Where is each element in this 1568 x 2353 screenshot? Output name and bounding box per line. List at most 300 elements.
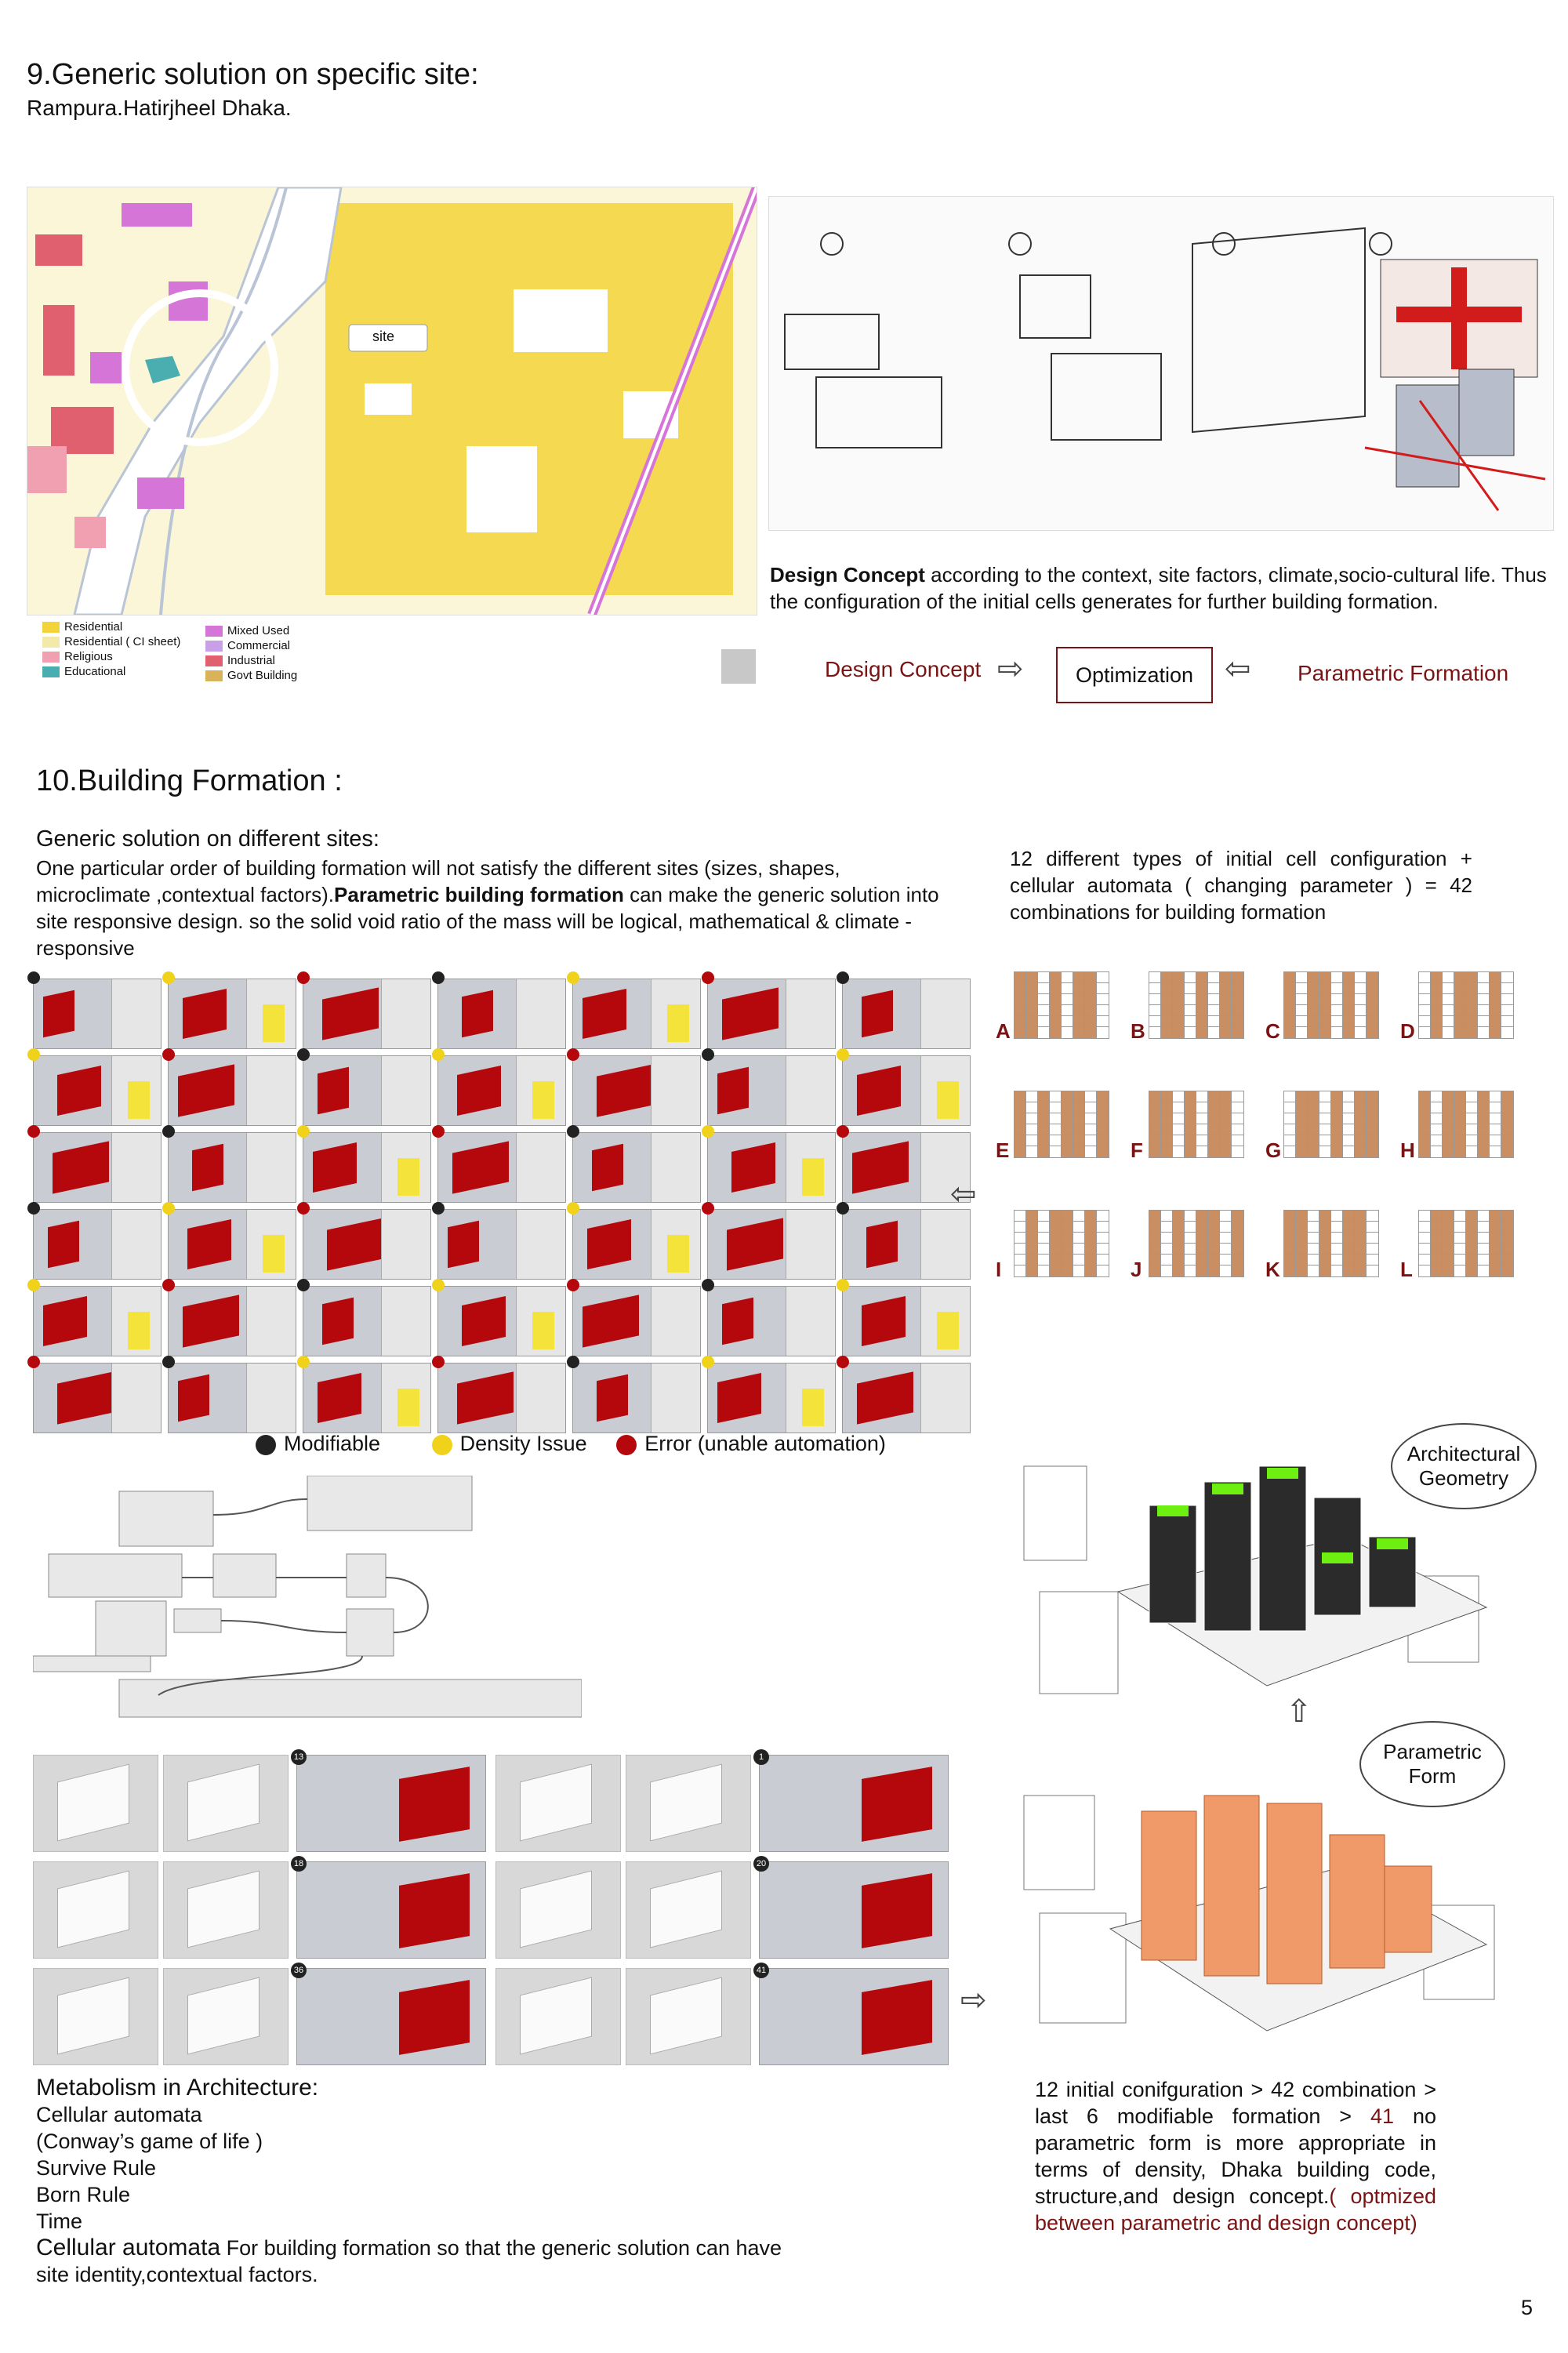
cell [1431,1146,1443,1157]
cell [1073,1211,1085,1222]
status-marker-icon [162,1202,175,1215]
cell [1161,972,1173,983]
legend-swatch [205,641,223,652]
status-marker-icon [702,1202,714,1215]
metabolism-line: Time [36,2210,82,2233]
cell-grid-label: H [1400,1138,1415,1162]
cell [1050,1102,1062,1113]
cell [1196,1211,1208,1222]
cell [1208,1005,1220,1016]
concept-sketches [768,196,1554,531]
cell [1443,983,1454,994]
cell [1466,1027,1478,1038]
cell [1014,1222,1026,1233]
formation-thumbnail [842,1055,971,1126]
cell [1443,994,1454,1005]
mass-shape [183,1295,239,1347]
formation-thumbnail [437,1286,566,1356]
cell [1038,983,1050,994]
cell [1490,972,1501,983]
mass-shape [183,989,227,1039]
cell [1232,1146,1243,1157]
cell [1232,1005,1243,1016]
status-marker-icon [567,1356,579,1368]
density-bar [667,1235,689,1273]
cell [1014,972,1026,983]
mass-shape [399,1767,470,1842]
cell [1220,1091,1232,1102]
cell [1296,1016,1308,1027]
status-marker-icon [27,1125,40,1138]
cell [1355,1113,1367,1124]
cell [1026,1102,1038,1113]
status-marker-icon [567,971,579,984]
cell [1161,1005,1173,1016]
cell [1161,1102,1173,1113]
cell [1331,983,1343,994]
cell [1490,1146,1501,1157]
cell [1185,972,1196,983]
cell [1161,1255,1173,1265]
cell [1062,1146,1073,1157]
legend-item-residential: Residential [42,619,223,634]
status-marker-icon [702,971,714,984]
cell [1173,1016,1185,1027]
cell [1319,1124,1331,1135]
status-marker-icon [432,1048,445,1061]
cell [1196,1135,1208,1146]
cell [1050,1222,1062,1233]
cell [1038,1222,1050,1233]
cell [1026,1005,1038,1016]
cell-grid-label: B [1131,1019,1145,1043]
cell [1319,1005,1331,1016]
cell [1014,1005,1026,1016]
density-bar [667,1004,689,1042]
cell [1097,1233,1109,1244]
density-bar [802,1158,824,1196]
cell [1490,1027,1501,1038]
cell [1097,1146,1109,1157]
cell [1443,1211,1454,1222]
cell [1220,1113,1232,1124]
cell [1196,1027,1208,1038]
formation-thumbnail [842,979,971,1049]
legend-error: Error (unable automation) [616,1432,886,1455]
cell [1331,1255,1343,1265]
cell [1490,1222,1501,1233]
cell [1443,1027,1454,1038]
cell [1026,983,1038,994]
legend-swatch [42,652,60,663]
metabolism-line: (Conway’s game of life ) [36,2130,263,2153]
flow-optimization-box: Optimization [1056,647,1213,703]
legend-item-religious: Religious [42,649,223,664]
white-mass [187,1764,260,1842]
section10-title: 10.Building Formation : [36,764,343,797]
cell [1196,1146,1208,1157]
formation-thumbnail [437,979,566,1049]
formation-thumbnail [572,1209,701,1280]
cell [1073,1124,1085,1135]
mass-shape [43,1296,87,1346]
arrow-right-icon: ⇨ [960,1983,987,2017]
cell [1296,1265,1308,1276]
cell [1208,1146,1220,1157]
cell [1296,1211,1308,1222]
mass-shape [53,1141,109,1193]
cell [1097,1222,1109,1233]
cell [1296,994,1308,1005]
mass-shape [322,987,379,1040]
status-marker-icon [837,1202,849,1215]
cell [1073,1135,1085,1146]
massing-render [33,1861,158,1959]
cell [1038,1027,1050,1038]
cell [1319,1146,1331,1157]
legend-item-educational: Educational [42,664,223,679]
white-mass [57,1977,129,2055]
cell [1466,1211,1478,1222]
massing-render [163,1755,289,1852]
cell [1443,1113,1454,1124]
cell [1431,1124,1443,1135]
white-mass [650,1977,722,2055]
cell [1478,1244,1490,1255]
cell [1149,1265,1161,1276]
cell [1208,1124,1220,1135]
cell [1038,1146,1050,1157]
cell [1085,1102,1097,1113]
cell [1232,1233,1243,1244]
design-concept-paragraph [770,561,1554,615]
cell [1073,983,1085,994]
cell [1355,1233,1367,1244]
cell [1062,994,1073,1005]
mass-shape [457,1371,514,1424]
cell [1149,1102,1161,1113]
cell [1161,1233,1173,1244]
cell [1062,1211,1073,1222]
cell [1419,1113,1431,1124]
cell [1419,972,1431,983]
cell [1454,1102,1466,1113]
cell [1173,1113,1185,1124]
status-marker-icon [702,1048,714,1061]
mass-shape [457,1066,501,1116]
formation-thumbnail [168,979,296,1049]
cell [1149,1027,1161,1038]
cell [1343,1255,1355,1265]
cell [1085,1016,1097,1027]
cell [1208,1102,1220,1113]
formation-thumbnail [303,1363,431,1433]
status-marker-icon [567,1125,579,1138]
cell [1490,1255,1501,1265]
status-marker-icon [702,1125,714,1138]
cell [1501,1265,1513,1276]
cell [1062,983,1073,994]
mass-shape [866,1221,898,1269]
status-marker-icon [27,1202,40,1215]
cell [1431,1091,1443,1102]
status-marker-icon [27,1048,40,1061]
cell [1173,1091,1185,1102]
status-marker-icon [27,1279,40,1291]
cell [1367,1255,1378,1265]
cell [1026,1091,1038,1102]
formation-thumbnail [303,1132,431,1203]
cell [1319,1135,1331,1146]
cell [1331,994,1343,1005]
cell [1149,1146,1161,1157]
status-marker-icon [432,1356,445,1368]
cell [1085,1124,1097,1135]
cell [1466,1233,1478,1244]
cell [1038,1244,1050,1255]
cell [1185,1027,1196,1038]
cell [1490,1005,1501,1016]
mass-shape [862,990,893,1038]
cell [1050,1211,1062,1222]
cell [1149,1233,1161,1244]
density-bar [802,1389,824,1426]
cell [1355,1005,1367,1016]
arrow-left-icon: ⇦ [950,1177,977,1211]
cell [1355,994,1367,1005]
cell [1419,1005,1431,1016]
cell [1478,1211,1490,1222]
cell [1208,983,1220,994]
cell [1466,1091,1478,1102]
flow-parametric-formation: Parametric Formation [1298,661,1509,685]
cell [1196,983,1208,994]
massing-comparison [33,1752,950,2068]
cell [1014,1091,1026,1102]
cell [1161,1146,1173,1157]
cell [1085,1211,1097,1222]
cell [1454,1135,1466,1146]
cell [1085,1005,1097,1016]
cell [1355,972,1367,983]
cell [1232,1255,1243,1265]
cell [1355,1016,1367,1027]
cell [1038,1233,1050,1244]
bubble-architectural-geometry: Architectural Geometry [1391,1423,1537,1509]
cell [1431,1211,1443,1222]
cell [1501,1005,1513,1016]
cell [1220,1265,1232,1276]
cell [1097,1027,1109,1038]
cell [1501,1255,1513,1265]
cell [1161,1124,1173,1135]
legend-density: Density Issue [432,1432,587,1455]
cell [1501,972,1513,983]
cell-grid [1014,972,1109,1040]
cell [1014,1233,1026,1244]
cell [1161,1027,1173,1038]
cell [1355,1265,1367,1276]
formation-thumbnail [707,1055,836,1126]
cell [1343,1027,1355,1038]
cell [1062,1016,1073,1027]
formation-thumbnail [707,979,836,1049]
cell [1466,1265,1478,1276]
cell [1038,994,1050,1005]
cell-grid [1014,1091,1109,1159]
cell [1085,1265,1097,1276]
result-paragraph: 12 initial conifguration > 42 combination > last 6 modifiable formation > 41 no parametric form is more appropriate in terms of density, Dhaka building code, structure,and design concept.( optmized between parametric and design concept) [1035,2078,1436,2235]
cell [1419,1146,1431,1157]
cell [1431,1113,1443,1124]
cell [1185,1091,1196,1102]
cell [1501,1091,1513,1102]
cell-grid-label: L [1400,1258,1413,1281]
mass-shape [313,1142,357,1193]
status-marker-icon [27,1356,40,1368]
settings-panel [111,979,161,1048]
cell [1443,1091,1454,1102]
formation-number: 18 [291,1856,307,1872]
cell [1367,983,1378,994]
cell-grid [1284,1211,1378,1278]
sketch-drawing [769,197,1553,530]
cell [1185,1222,1196,1233]
cell [1050,1027,1062,1038]
cell [1296,1146,1308,1157]
cell [1173,1135,1185,1146]
cell [1454,1146,1466,1157]
massing-render [163,1861,289,1959]
formation-thumbnail [33,1209,162,1280]
cell [1062,1027,1073,1038]
cell [1367,1244,1378,1255]
settings-panel [246,1056,296,1125]
cell [1097,1113,1109,1124]
cell [1490,1233,1501,1244]
cell [1343,1244,1355,1255]
cell [1062,1222,1073,1233]
cell [1149,983,1161,994]
cell [1478,1091,1490,1102]
cell-grid-label: D [1400,1019,1415,1043]
legend-item-residential-ci: Residential ( CI sheet) [42,634,223,649]
cell [1284,1146,1296,1157]
massing-render [626,1861,751,1959]
cell [1149,1211,1161,1222]
cell-grid-label: K [1265,1258,1280,1281]
status-marker-icon [837,971,849,984]
cell [1419,1135,1431,1146]
cell [1367,994,1378,1005]
cell [1284,983,1296,994]
density-bar [532,1081,554,1119]
north-icon [721,649,756,684]
cell [1478,972,1490,983]
formation-thumbnail [293,1752,486,1852]
cell [1478,1146,1490,1157]
cell [1478,1102,1490,1113]
massing-render [33,1968,158,2065]
cell [1431,1005,1443,1016]
formation-thumbnail [572,1055,701,1126]
cell [1466,1244,1478,1255]
cell [1014,1016,1026,1027]
cell [1319,1255,1331,1265]
cell [1173,994,1185,1005]
cell [1443,1244,1454,1255]
cell [1431,1027,1443,1038]
cell [1038,1135,1050,1146]
cell [1220,1102,1232,1113]
cell [1490,1102,1501,1113]
cell [1478,1222,1490,1233]
mass-shape [318,1373,361,1423]
mass-shape [462,1296,506,1346]
cell [1331,1146,1343,1157]
cell [1419,1233,1431,1244]
cell [1478,1265,1490,1276]
cell [1419,1255,1431,1265]
formation-thumbnail [707,1209,836,1280]
cell [1343,1016,1355,1027]
mass-shape [322,1298,354,1345]
cell [1149,1255,1161,1265]
cell [1355,1244,1367,1255]
cell [1097,994,1109,1005]
cell [1173,1222,1185,1233]
white-mass [520,1764,592,1842]
density-bar [128,1081,150,1119]
cell [1026,1211,1038,1222]
cell [1085,1233,1097,1244]
bubble-parametric-form: Parametric Form [1359,1721,1505,1807]
cell [1208,1091,1220,1102]
mass-shape [57,1371,114,1424]
status-marker-icon [837,1048,849,1061]
cell [1331,1005,1343,1016]
cell-grid-label: E [996,1138,1010,1162]
status-marker-icon [297,1125,310,1138]
cell [1026,972,1038,983]
cell [1454,1124,1466,1135]
mass-shape [727,1218,783,1270]
cell [1085,972,1097,983]
status-marker-icon [162,1279,175,1291]
arrow-left-icon: ⇦ [1225,652,1251,686]
cell [1284,1016,1296,1027]
mass-shape [597,1374,628,1422]
cell [1185,1016,1196,1027]
cell [1073,1146,1085,1157]
cell [1232,1211,1243,1222]
cell [1501,1027,1513,1038]
formation-thumbnail [33,979,162,1049]
cell [1220,1005,1232,1016]
cell [1050,1265,1062,1276]
cell [1478,1124,1490,1135]
cell [1185,983,1196,994]
cell [1062,1135,1073,1146]
cell [1296,1102,1308,1113]
white-mass [187,1871,260,1948]
cell [1161,1091,1173,1102]
cell [1478,1016,1490,1027]
legend-swatch [205,670,223,681]
cell [1232,1244,1243,1255]
cell [1501,1244,1513,1255]
cell [1026,1233,1038,1244]
